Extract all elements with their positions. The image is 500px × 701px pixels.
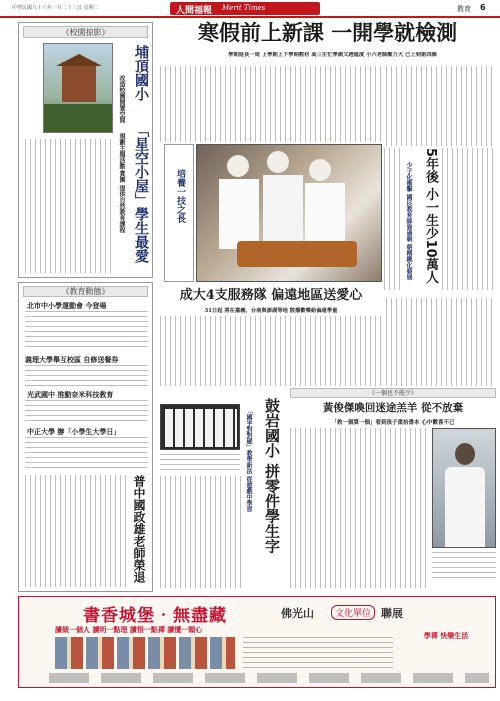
issue-date: 中華民國九十六年一月二十三日 星期二: [12, 5, 99, 11]
photo-caption: 培養一技之長: [175, 169, 185, 223]
ad-org-suffix: 聯展: [381, 607, 403, 620]
campus-sub-b: 規劃主題活動‧賞園 提供自然教育課程: [118, 133, 125, 233]
edu-news-box: [18, 282, 153, 592]
main-headline: 寒假前上新課 一開學就檢測: [197, 20, 458, 45]
tile-game-photo: [160, 404, 240, 450]
news-item-text: [25, 437, 148, 469]
mid-article-text: [160, 316, 382, 386]
bottom-vert-headline: 鼓岩國小 拼零件學生字: [263, 398, 281, 554]
campus-snapshot-box: [18, 22, 153, 278]
cant-lose-one-title: 《一個也不能少》: [290, 388, 496, 398]
news-item-title: 北市中小學運動會 今登場: [27, 302, 107, 310]
news-item-title: 中正大學 辦「小學生大學日」: [27, 428, 121, 436]
birthrate-feature: [384, 146, 496, 294]
ad-info-text: [243, 637, 393, 669]
section-name: 教育: [457, 5, 471, 13]
bottom-article-text: [290, 428, 428, 588]
mid-sub: 31日起 將在嘉義、台南與澎湖等地 散播歡樂給偏遠學童: [204, 308, 338, 314]
campus-headline-a: 埔頂國小: [133, 45, 149, 101]
campus-box-title: 《校園掠影》: [23, 26, 148, 38]
news-item-text: [25, 365, 148, 387]
newspaper-logo: 人間福報 Merit Times: [170, 2, 320, 15]
ad-org: 佛光山: [281, 607, 314, 620]
birthrate-text: [442, 148, 494, 290]
campus-article-text: [25, 139, 113, 273]
game-article-text: [160, 476, 242, 588]
bottom-sub: 「救一個算一個」看到孩子重拾書本 心中歡喜不已: [331, 420, 455, 426]
ad-slogan: 讀做一個人 讀明一點理 讀悟一點禪 讀懂一顆心: [55, 625, 203, 634]
right-article-text: [386, 298, 496, 386]
news-item-title: 義理大學舉互校區 自修送餐券: [25, 356, 119, 364]
mid-headline: 成大4支服務隊 偏遠地區送愛心: [179, 288, 363, 303]
ad-book-covers: [55, 637, 235, 669]
star-cabin-photo: [43, 43, 113, 133]
portrait-caption: [432, 552, 496, 582]
retire-text: [25, 475, 127, 587]
page-header: [0, 0, 500, 18]
game-photo-caption: [160, 454, 240, 472]
bottom-vert-sub: 「國字對對碰」教學新法 從遊戲中學習: [245, 408, 252, 513]
edu-news-title: 《教育動態》: [23, 286, 148, 297]
ad-org-badge: 文化單位: [331, 605, 375, 620]
news-item-text: [25, 400, 148, 424]
main-article-body-top: [160, 66, 382, 142]
photo-caption-text: [25, 45, 39, 133]
ad-title: 書香城堡‧無盡藏: [83, 606, 227, 626]
campus-headline-b: 「星空小屋」學生最愛: [133, 123, 149, 263]
ad-partner-logos: [49, 673, 489, 683]
news-item-title: 光武國中 推動奈米科技教育: [27, 391, 114, 399]
birthrate-text-2: [384, 148, 402, 290]
ad-tagline: 學禪 快樂生活: [423, 631, 469, 640]
photo-caption-box: [164, 144, 194, 282]
page-number: 6: [480, 3, 486, 12]
main-article-body-right: [386, 66, 496, 146]
campus-sub-a: 改造校園閒置空間: [118, 75, 125, 123]
bottom-headline: 黃俊傑喚回迷途羔羊 從不放棄: [322, 402, 464, 414]
main-subhead: 學期延長一周 上學期上下學期教材 高三生忙學測又趕進度 小六老師壓力大 已上到第四課: [228, 52, 437, 58]
retire-headline: 普中國政雄老師榮退: [132, 475, 146, 583]
teacher-portrait-photo: [432, 428, 496, 548]
cooking-class-photo: [196, 144, 382, 282]
birthrate-headline: 5年後 小一生少10萬人: [423, 148, 438, 284]
bookfair-advertisement: [18, 596, 496, 688]
birthrate-sub: 少子化衝擊 國民教育師資過剩 朝精緻化發展: [405, 162, 412, 281]
news-item-text: [25, 311, 148, 351]
